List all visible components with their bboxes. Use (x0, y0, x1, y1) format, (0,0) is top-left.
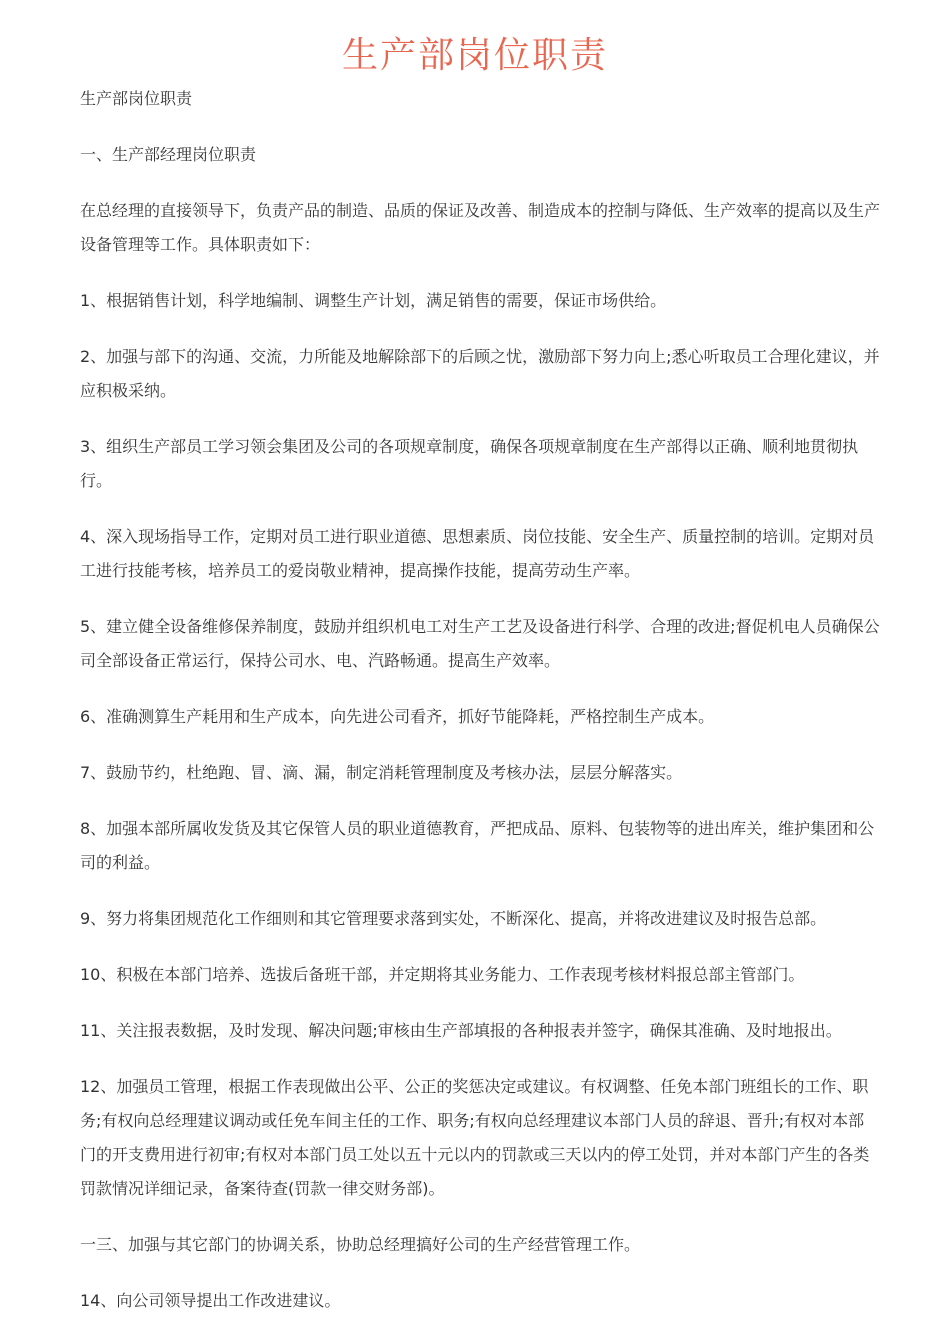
duty-item-4: 4、深入现场指导工作，定期对员工进行职业道德、思想素质、岗位技能、安全生产、质量控制的培训。定期对员工进行技能考核，培养员工的爱岗敬业精神，提高操作技能，提高劳动生产率。 (80, 527, 875, 580)
duty-item-7: 7、鼓励节约，杜绝跑、冒、滴、漏，制定消耗管理制度及考核办法，层层分解落实。 (80, 763, 683, 782)
duty-item-5: 5、建立健全设备维修保养制度，鼓励并组织机电工对生产工艺及设备进行科学、合理的改进;督促机电人员确保公司全部设备正常运行，保持公司水、电、汽路畅通。提高生产效率。 (80, 617, 880, 670)
duty-item-13: 一三、加强与其它部门的协调关系，协助总经理搞好公司的生产经营管理工作。 (80, 1235, 641, 1254)
duty-item-2: 2、加强与部下的沟通、交流，力所能及地解除部下的后顾之忧，激励部下努力向上;悉心听取员工合理化建议，并应积极采纳。 (80, 347, 880, 400)
document-subtitle: 生产部岗位职责 (80, 89, 193, 108)
duty-item-10: 10、积极在本部门培养、选拔后备班干部，并定期将其业务能力、工作表现考核材料报总部主管部门。 (80, 965, 805, 984)
duty-item-14: 14、向公司领导提出工作改进建议。 (80, 1291, 341, 1310)
duty-item-6: 6、准确测算生产耗用和生产成本，向先进公司看齐，抓好节能降耗，严格控制生产成本。 (80, 707, 715, 726)
document-title: 生产部岗位职责 (341, 35, 608, 76)
duty-item-1: 1、根据销售计划，科学地编制、调整生产计划，满足销售的需要，保证市场供给。 (80, 291, 667, 310)
intro-paragraph: 在总经理的直接领导下，负责产品的制造、品质的保证及改善、制造成本的控制与降低、生产效率的提高以及生产设备管理等工作。具体职责如下： (80, 201, 881, 254)
document-body (80, 82, 880, 1340)
duty-item-3: 3、组织生产部员工学习领会集团及公司的各项规章制度，确保各项规章制度在生产部得以正确、顺利地贯彻执行。 (80, 437, 859, 490)
section-heading: 一、生产部经理岗位职责 (80, 145, 257, 164)
duty-item-11: 11、关注报表数据，及时发现、解决问题;审核由生产部填报的各种报表并签字，确保其准确、及时地报出。 (80, 1021, 842, 1040)
duty-item-9: 9、努力将集团规范化工作细则和其它管理要求落到实处，不断深化、提高，并将改进建议及时报告总部。 (80, 909, 827, 928)
duty-item-8: 8、加强本部所属收发货及其它保管人员的职业道德教育，严把成品、原料、包装物等的进出库关，维护集团和公司的利益。 (80, 819, 875, 872)
duty-item-12: 12、加强员工管理，根据工作表现做出公平、公正的奖惩决定或建议。有权调整、任免本部门班组长的工作、职务;有权向总经理建议调动或任免车间主任的工作、职务;有权向总经理建议本部门人员的辞退、晋升;有权对本部门的开支费用进行初审;有权对本部门员工处以五十元以内的罚款或三天以内的停工处罚，并对本部门产生的各类罚款情况详细记录，备案待查(罚款一律交财务部)。 (80, 1077, 870, 1198)
